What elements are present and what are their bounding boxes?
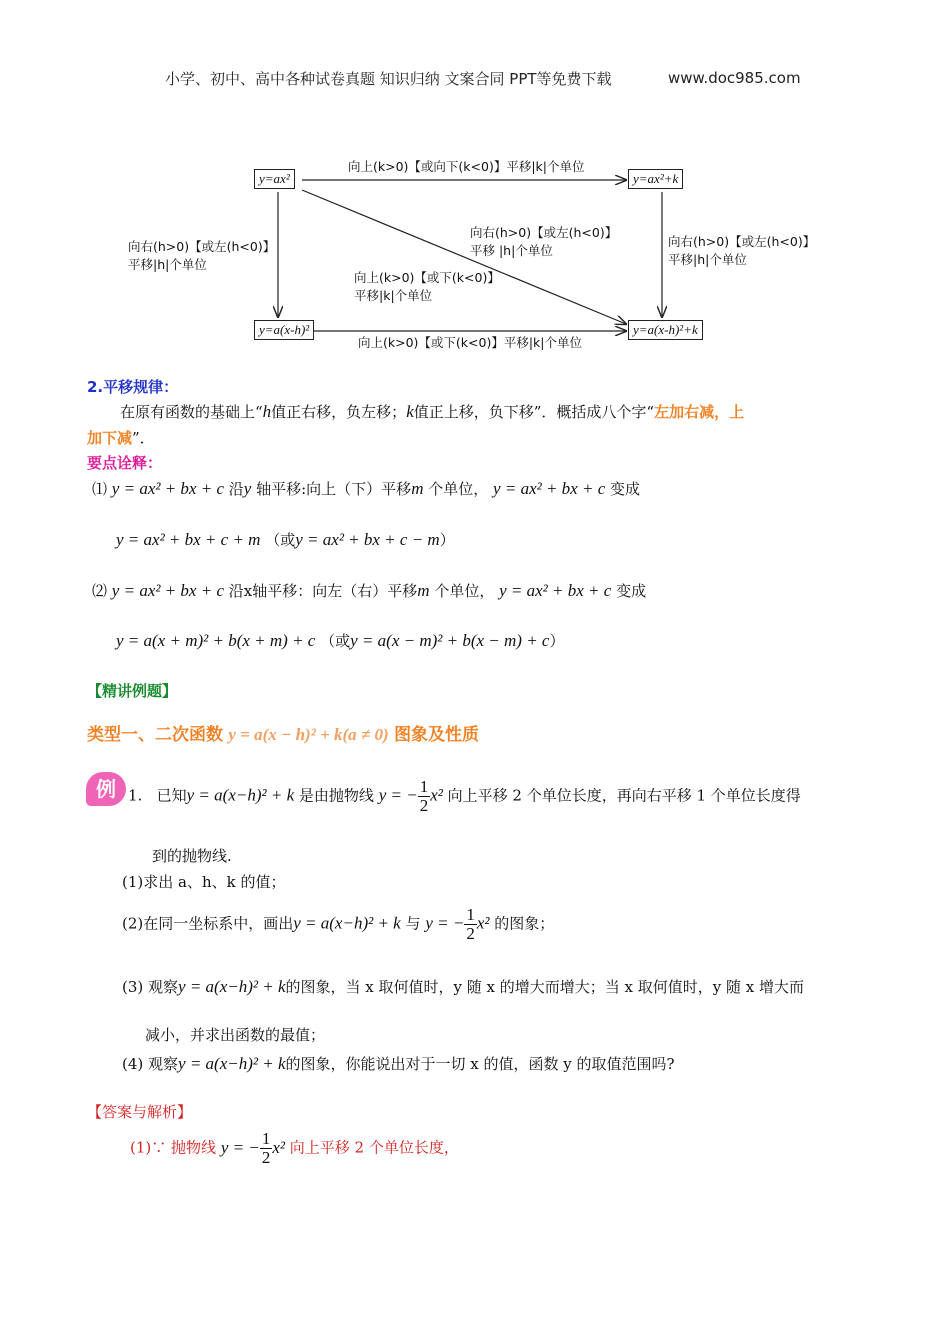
label-bottom: 向上(k>0)【或下(k<0)】平移|k|个单位 bbox=[358, 335, 582, 350]
question-part-1: (1)求出 a、h、k 的值； bbox=[122, 873, 286, 891]
label-left-2: 平移|h|个单位 bbox=[128, 257, 207, 272]
fraction-half: $\frac{1}{2}$ bbox=[419, 777, 429, 815]
label-left-1: 向右(h>0)【或左(h<0)】 bbox=[128, 239, 276, 254]
example-badge: 例 bbox=[86, 772, 126, 806]
type-heading: 类型一、二次函数 y = a(x − h)² + k(a ≠ 0) 图象及性质 bbox=[87, 725, 480, 745]
label-middle-1: 向上(k>0)【或下(k<0)】 bbox=[354, 270, 500, 285]
note-2-line-2: y = a(x + m)² + b(x + m) + c （或y = a(x − m)² + b(x − m) + c） bbox=[116, 631, 565, 650]
fraction-half-3: $\frac{1}{2}$ bbox=[261, 1129, 271, 1167]
header-banner: 小学、初中、高中各种试卷真题 知识归纳 文案合同 PPT等免费下载 bbox=[165, 70, 612, 88]
label-diagonal-1: 向右(h>0)【或左(h<0)】 bbox=[470, 225, 618, 240]
question-part-3-cont: 减小，并求出函数的最值； bbox=[145, 1026, 326, 1044]
label-right-2: 平移|h|个单位 bbox=[668, 252, 747, 267]
section2-paragraph: 在原有函数的基础上“h值正右移，负左移；k值正上移，负下移”．概括成八个字“左加右减，上 bbox=[120, 402, 745, 421]
box-bottom-right: y=a(x-h)²+k bbox=[628, 320, 703, 340]
header-site[interactable]: www.doc985.com bbox=[668, 69, 801, 87]
note-1-line-1: ⑴ y = ax² + bx + c 沿y 轴平移:向上（下）平移m 个单位， y = ax² + bx + c 变成 bbox=[92, 479, 641, 498]
box-bottom-left: y=a(x-h)² bbox=[254, 320, 314, 340]
question-part-2: (2)在同一坐标系中，画出y = a(x−h)² + k 与 y = − $\frac{1}{2}$ x² 的图象； bbox=[122, 905, 555, 943]
translation-diagram bbox=[0, 0, 950, 370]
question-line-2: 到的抛物线. bbox=[152, 847, 232, 865]
section2-heading: 2.平移规律： bbox=[87, 378, 179, 396]
note-2-line-1: ⑵ y = ax² + bx + c 沿x轴平移：向左（右）平移m 个单位， y = ax² + bx + c 变成 bbox=[92, 581, 647, 600]
answer-line-1: (1)∵ 抛物线 y = − $\frac{1}{2}$ x² 向上平移 2 个单位长度， bbox=[130, 1129, 459, 1167]
label-right-1: 向右(h>0)【或左(h<0)】 bbox=[668, 234, 816, 249]
label-diagonal-2: 平移 |h|个单位 bbox=[470, 243, 553, 258]
question-part-3: (3) 观察y = a(x−h)² + k的图象，当 x 取何值时，y 随 x 的增大而增大；当 x 取何值时，y 随 x 增大而 bbox=[122, 977, 804, 996]
box-top-right: y=ax²+k bbox=[628, 169, 683, 189]
answer-heading: 【答案与解析】 bbox=[87, 1103, 193, 1121]
fraction-half-2: $\frac{1}{2}$ bbox=[466, 905, 475, 943]
label-middle-2: 平移|k|个单位 bbox=[354, 288, 433, 303]
arrow-diagonal bbox=[302, 190, 626, 324]
question-part-4: (4) 观察y = a(x−h)² + k的图象，你能说出对于一切 x 的值，函数 y 的取值范围吗? bbox=[122, 1054, 675, 1073]
box-top-left: y=ax² bbox=[254, 169, 295, 189]
note-1-line-2: y = ax² + bx + c + m （或y = ax² + bx + c − m） bbox=[116, 530, 455, 549]
examples-heading: 【精讲例题】 bbox=[87, 682, 178, 700]
notes-heading: 要点诠释： bbox=[87, 454, 163, 472]
label-top: 向上(k>0)【或向下(k<0)】平移|k|个单位 bbox=[348, 159, 585, 174]
section2-paragraph-cont: 加下减”． bbox=[87, 429, 155, 447]
diagram-arrows bbox=[0, 0, 950, 370]
question-line-1: 1. 已知y = a(x−h)² + k 是由抛物线 y = − $\frac{1}{2}$ x² 向上平移 2 个单位长度，再向右平移 1 个单位长度得 bbox=[128, 777, 801, 815]
